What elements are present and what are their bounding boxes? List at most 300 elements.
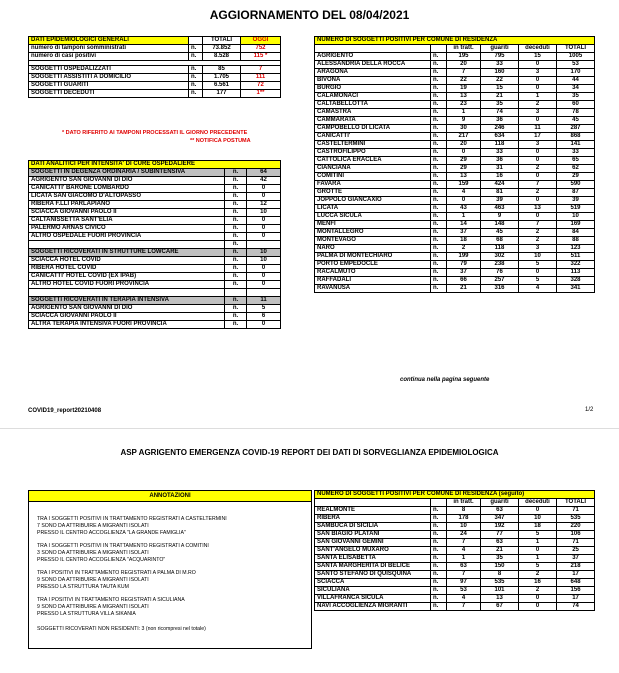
comune-guariti: 246 — [481, 125, 519, 133]
comune-row — [315, 205, 595, 213]
comune-guariti: 316 — [481, 285, 519, 293]
comune-guariti: 795 — [481, 53, 519, 61]
comuni1-col-2: deceduti — [519, 45, 557, 53]
comune-name: CAMPOBELLO DI LICATA — [315, 125, 431, 133]
comune-row — [315, 539, 595, 547]
hosp-row — [29, 265, 281, 273]
comune-name: NARO — [315, 245, 431, 253]
annotation-line: TRA I SOGGETTI POSITIVI IN TRATTAMENTO REGISTRATI A CASTELTERMINI — [37, 516, 227, 522]
hosp-value: 10 — [247, 249, 281, 257]
comune-n: n. — [431, 213, 447, 221]
comune-deceduti: 2 — [519, 101, 557, 109]
comune-row — [315, 547, 595, 555]
comune-in-tratt: 7 — [447, 69, 481, 77]
comune-in-tratt: 79 — [447, 261, 481, 269]
comune-name: CAMMARATA — [315, 117, 431, 125]
comuni-table-1 — [314, 36, 595, 293]
comuni1-header-row — [315, 37, 595, 45]
comune-name: COMITINI — [315, 173, 431, 181]
hosp-label: LICATA SAN GIACOMO D'ALTOPASSO — [29, 193, 225, 201]
comune-row — [315, 165, 595, 173]
comune-row — [315, 507, 595, 515]
comune-totali: 45 — [557, 117, 595, 125]
comune-deceduti: 2 — [519, 165, 557, 173]
epi-label: numero di tamponi somministrati — [29, 45, 189, 53]
hosp-row — [29, 185, 281, 193]
comune-name: SAN BIAGIO PLATANI — [315, 531, 431, 539]
comune-n: n. — [431, 77, 447, 85]
comune-row — [315, 61, 595, 69]
comune-deceduti: 0 — [519, 595, 557, 603]
comune-deceduti: 0 — [519, 85, 557, 93]
epi-row — [29, 66, 281, 74]
comune-totali: 519 — [557, 205, 595, 213]
comune-totali: 25 — [557, 547, 595, 555]
comune-name: RAFFADALI — [315, 277, 431, 285]
hosp-value: 0 — [247, 225, 281, 233]
comune-name: MONTEVAGO — [315, 237, 431, 245]
comune-totali: 84 — [557, 229, 595, 237]
comune-totali: 1005 — [557, 53, 595, 61]
comune-n: n. — [431, 563, 447, 571]
comune-row — [315, 93, 595, 101]
comune-name: SICULIANA — [315, 587, 431, 595]
comuni1-col-0: in tratt. — [447, 45, 481, 53]
comune-deceduti: 5 — [519, 563, 557, 571]
hosp-row — [29, 249, 281, 257]
hosp-label: AGRIGENTO SAN GIOVANNI DI DIO — [29, 177, 225, 185]
hosp-label: SOGGETTI RICOVERATI IN STRUTTURE LOWCARE — [29, 249, 225, 257]
comune-deceduti: 13 — [519, 205, 557, 213]
comuni1-col-3: TOTALI — [557, 45, 595, 53]
hosp-value: 42 — [247, 177, 281, 185]
comune-totali: 106 — [557, 531, 595, 539]
comune-name: GROTTE — [315, 189, 431, 197]
comune-in-tratt: 9 — [447, 117, 481, 125]
epi-row — [29, 45, 281, 53]
comune-n: n. — [431, 141, 447, 149]
comune-row — [315, 157, 595, 165]
comune-guariti: 13 — [481, 595, 519, 603]
epi-oggi: 752 — [241, 45, 281, 53]
comune-n: n. — [431, 269, 447, 277]
epi-label: SOGGETTI ASSISTITI A DOMICILIO — [29, 74, 189, 82]
comune-deceduti: 1 — [519, 93, 557, 101]
comune-totali: 53 — [557, 61, 595, 69]
hosp-label: ALTRO OSPEDALE FUORI PROVINCIA — [29, 233, 225, 241]
comune-in-tratt: 195 — [447, 53, 481, 61]
hosp-label: ALTRA TERAPIA INTENSIVA FUORI PROVINCIA — [29, 321, 225, 329]
annotations-box — [28, 490, 312, 649]
comune-n: n. — [431, 603, 447, 611]
comune-name: CAMASTRA — [315, 109, 431, 117]
comune-totali: 590 — [557, 181, 595, 189]
comune-n: n. — [431, 587, 447, 595]
comune-name: NAVI ACCOGLIENZA MIGRANTI — [315, 603, 431, 611]
comune-deceduti: 5 — [519, 531, 557, 539]
comune-n: n. — [431, 61, 447, 69]
hosp-label: SCIACCA HOTEL COVID — [29, 257, 225, 265]
comune-deceduti: 1 — [519, 555, 557, 563]
hosp-row — [29, 177, 281, 185]
comune-name: SAMBUCA DI SICILIA — [315, 523, 431, 531]
hosp-n: n. — [225, 241, 247, 249]
comune-row — [315, 523, 595, 531]
comune-guariti: 35 — [481, 555, 519, 563]
comune-n: n. — [431, 205, 447, 213]
comune-guariti: 21 — [481, 93, 519, 101]
comune-guariti: 101 — [481, 587, 519, 595]
epi-n: n. — [189, 66, 203, 74]
hosp-value: 0 — [247, 233, 281, 241]
comune-n: n. — [431, 547, 447, 555]
comune-in-tratt: 19 — [447, 85, 481, 93]
comune-n: n. — [431, 507, 447, 515]
annotation-line: 9 SONO DA ATTRIBUIRE A MIGRANTI ISOLATI — [37, 577, 149, 583]
hosp-value — [247, 289, 281, 297]
comune-in-tratt: 7 — [447, 539, 481, 547]
comuni2-col-blank — [315, 499, 431, 507]
comune-totali: 33 — [557, 149, 595, 157]
hosp-label: SCIACCA GIOVANNI PAOLO II — [29, 209, 225, 217]
hosp-label: CALTANISSETTA SANT'ELIA — [29, 217, 225, 225]
epi-header: DATI EPIDEMIOLOGICI GENERALI — [29, 37, 189, 45]
comune-in-tratt: 43 — [447, 205, 481, 213]
comuni2-cols-row — [315, 499, 595, 507]
comune-totali: 141 — [557, 141, 595, 149]
hosp-row — [29, 193, 281, 201]
epi-totali: 73.852 — [203, 45, 241, 53]
comune-n: n. — [431, 173, 447, 181]
comune-guariti: 347 — [481, 515, 519, 523]
comune-totali: 37 — [557, 555, 595, 563]
comune-guariti: 45 — [481, 229, 519, 237]
comune-in-tratt: 14 — [447, 221, 481, 229]
epi-header-row — [29, 37, 281, 45]
comune-name: SCIACCA — [315, 579, 431, 587]
comune-totali: 868 — [557, 133, 595, 141]
epi-header-blank — [189, 37, 203, 45]
comune-guariti: 67 — [481, 603, 519, 611]
comune-n: n. — [431, 165, 447, 173]
comune-row — [315, 125, 595, 133]
annotation-line: 9 SONO DA ATTRIBUIRE A MIGRANTI ISOLATI — [37, 604, 149, 610]
comune-n: n. — [431, 261, 447, 269]
comune-row — [315, 269, 595, 277]
comune-name: SANT'ANGELO MUXARO — [315, 547, 431, 555]
epi-label: numero di casi positivi — [29, 53, 189, 61]
annotation-line: PRESSO IL CENTRO ACCOGLIENZA "ACQUARINTO" — [37, 557, 166, 563]
comune-totali: 169 — [557, 221, 595, 229]
comune-totali: 44 — [557, 77, 595, 85]
hosp-n: n. — [225, 257, 247, 265]
epi-row — [29, 74, 281, 82]
comune-guariti: 33 — [481, 149, 519, 157]
hosp-n: n. — [225, 169, 247, 177]
hosp-row — [29, 201, 281, 209]
comune-n: n. — [431, 117, 447, 125]
comune-name: CATTOLICA ERACLEA — [315, 157, 431, 165]
hosp-value: 12 — [247, 201, 281, 209]
hosp-n: n. — [225, 201, 247, 209]
hosp-label — [29, 241, 225, 249]
comune-deceduti: 0 — [519, 149, 557, 157]
hosp-n: n. — [225, 225, 247, 233]
comuni2-col-blank — [431, 499, 447, 507]
comune-in-tratt: 10 — [447, 523, 481, 531]
hosp-value: 0 — [247, 265, 281, 273]
comune-deceduti: 15 — [519, 53, 557, 61]
comune-deceduti: 0 — [519, 269, 557, 277]
epi-row — [29, 53, 281, 61]
comune-name: VILLAFRANCA SICULA — [315, 595, 431, 603]
comune-in-tratt: 13 — [447, 173, 481, 181]
comune-deceduti: 10 — [519, 253, 557, 261]
comune-totali: 328 — [557, 277, 595, 285]
epi-totali: 1.705 — [203, 74, 241, 82]
comune-n: n. — [431, 245, 447, 253]
hosp-header: DATI ANALITICI PER INTENSITA' DI CURE OSPEDALIERE — [29, 161, 281, 169]
page-title: AGGIORNAMENTO DEL 08/04/2021 — [209, 8, 410, 22]
comune-row — [315, 173, 595, 181]
comune-totali: 218 — [557, 563, 595, 571]
hosp-n: n. — [225, 209, 247, 217]
comune-row — [315, 563, 595, 571]
comuni2-header-row — [315, 491, 595, 499]
comune-n: n. — [431, 85, 447, 93]
comune-name: RAVANUSA — [315, 285, 431, 293]
comune-in-tratt: 37 — [447, 229, 481, 237]
comune-row — [315, 181, 595, 189]
hosp-row — [29, 321, 281, 329]
comune-in-tratt: 4 — [447, 595, 481, 603]
comune-name: FAVARA — [315, 181, 431, 189]
comune-n: n. — [431, 109, 447, 117]
comune-guariti: 36 — [481, 157, 519, 165]
comune-in-tratt: 20 — [447, 61, 481, 69]
epi-oggi: 72 — [241, 82, 281, 90]
comune-deceduti: 0 — [519, 173, 557, 181]
comune-in-tratt: 0 — [447, 197, 481, 205]
comune-row — [315, 515, 595, 523]
epi-n: n. — [189, 82, 203, 90]
annotation-line: PRESSO IL CENTRO ACCOGLIENZA "LA GRANDE FAMIGLIA" — [37, 530, 186, 536]
hosp-value: 5 — [247, 305, 281, 313]
comune-n: n. — [431, 101, 447, 109]
comune-totali: 29 — [557, 173, 595, 181]
hosp-label: AGRIGENTO SAN GIOVANNI DI DIO — [29, 305, 225, 313]
hosp-n: n. — [225, 193, 247, 201]
hosp-label — [29, 289, 225, 297]
comune-in-tratt: 53 — [447, 587, 481, 595]
hosp-label: CANICATTI' HOTEL COVID (EX IPAB) — [29, 273, 225, 281]
hosp-n: n. — [225, 177, 247, 185]
comune-name: BIVONA — [315, 77, 431, 85]
comune-deceduti: 0 — [519, 157, 557, 165]
comune-row — [315, 571, 595, 579]
epi-oggi: 115 * — [241, 53, 281, 61]
hosp-value: 11 — [247, 297, 281, 305]
comune-n: n. — [431, 555, 447, 563]
hosp-label: CANICATTI' BARONE LOMBARDO — [29, 185, 225, 193]
hosp-row — [29, 297, 281, 305]
hosp-row — [29, 241, 281, 249]
comune-totali: 74 — [557, 603, 595, 611]
comune-in-tratt: 29 — [447, 165, 481, 173]
epi-totali: 6.561 — [203, 82, 241, 90]
hosp-n — [225, 289, 247, 297]
comune-in-tratt: 18 — [447, 237, 481, 245]
comune-totali: 71 — [557, 507, 595, 515]
comune-totali: 113 — [557, 269, 595, 277]
epi-label: SOGGETTI GUARITI — [29, 82, 189, 90]
comune-in-tratt: 66 — [447, 277, 481, 285]
comune-in-tratt: 22 — [447, 77, 481, 85]
note-tamponi: * DATO RIFERITO AI TAMPONI PROCESSATI IL GIORNO PRECEDENTE — [62, 130, 248, 136]
comuni-table-2 — [314, 490, 595, 611]
comune-in-tratt: 30 — [447, 125, 481, 133]
comune-row — [315, 245, 595, 253]
comune-name: CANICATTI' — [315, 133, 431, 141]
comune-row — [315, 587, 595, 595]
comune-name: MENFI — [315, 221, 431, 229]
hosp-row — [29, 257, 281, 265]
comune-n: n. — [431, 149, 447, 157]
comune-name: SANTA ELISABETTA — [315, 555, 431, 563]
comune-name: CASTELTERMINI — [315, 141, 431, 149]
comune-totali: 35 — [557, 93, 595, 101]
epi-general-table — [28, 36, 281, 98]
comune-n: n. — [431, 253, 447, 261]
hosp-label: PALERMO ARNAS CIVICO — [29, 225, 225, 233]
comune-guariti: 118 — [481, 245, 519, 253]
comune-name: LUCCA SICULA — [315, 213, 431, 221]
hosp-header-row — [29, 161, 281, 169]
comune-guariti: 238 — [481, 261, 519, 269]
comune-row — [315, 253, 595, 261]
comune-in-tratt: 29 — [447, 157, 481, 165]
comune-row — [315, 109, 595, 117]
comune-guariti: 535 — [481, 579, 519, 587]
page-number: 1/2 — [585, 407, 594, 413]
comune-totali: 170 — [557, 69, 595, 77]
comuni2-col-2: deceduti — [519, 499, 557, 507]
comune-name: CIANCIANA — [315, 165, 431, 173]
continua-note: continua nella pagina seguente — [400, 377, 490, 383]
hosp-row — [29, 209, 281, 217]
comuni1-col-blank — [431, 45, 447, 53]
comune-deceduti: 17 — [519, 133, 557, 141]
page-divider — [0, 428, 619, 429]
comune-deceduti: 1 — [519, 539, 557, 547]
comuni2-col-3: TOTALI — [557, 499, 595, 507]
comune-n: n. — [431, 595, 447, 603]
comune-in-tratt: 159 — [447, 181, 481, 189]
comune-totali: 62 — [557, 165, 595, 173]
comune-guariti: 257 — [481, 277, 519, 285]
comune-name: RACALMUTO — [315, 269, 431, 277]
epi-n: n. — [189, 90, 203, 98]
hosp-n: n. — [225, 305, 247, 313]
comune-guariti: 68 — [481, 237, 519, 245]
comune-deceduti: 3 — [519, 109, 557, 117]
hosp-row — [29, 273, 281, 281]
comune-in-tratt: 178 — [447, 515, 481, 523]
comune-deceduti: 2 — [519, 587, 557, 595]
comune-name: SANTO STEFANO DI QUISQUINA — [315, 571, 431, 579]
epi-n: n. — [189, 53, 203, 61]
comune-guariti: 74 — [481, 109, 519, 117]
comune-in-tratt: 1 — [447, 213, 481, 221]
hosp-row — [29, 233, 281, 241]
comune-guariti: 22 — [481, 77, 519, 85]
annotation-line: SOGGETTI RICOVERATI NON RESIDENTI: 3 (non ricompresi nel totale) — [37, 626, 206, 632]
comuni1-header: NUMERO DI SOGGETTI POSITIVI PER COMUNE DI RESIDENZA — [315, 37, 595, 45]
comune-guariti: 33 — [481, 61, 519, 69]
comune-totali: 156 — [557, 587, 595, 595]
comune-in-tratt: 97 — [447, 579, 481, 587]
comune-n: n. — [431, 277, 447, 285]
hosp-value: 64 — [247, 169, 281, 177]
hosp-label: SCIACCA GIOVANNI PAOLO II — [29, 313, 225, 321]
comune-deceduti: 0 — [519, 213, 557, 221]
comune-deceduti: 10 — [519, 515, 557, 523]
comune-name: BURGIO — [315, 85, 431, 93]
comune-guariti: 150 — [481, 563, 519, 571]
comune-row — [315, 531, 595, 539]
comune-deceduti: 18 — [519, 523, 557, 531]
comune-name: JOPPOLO GIANCAXIO — [315, 197, 431, 205]
comune-row — [315, 603, 595, 611]
comune-deceduti: 0 — [519, 547, 557, 555]
hosp-row — [29, 305, 281, 313]
epi-oggi: 1** — [241, 90, 281, 98]
comune-in-tratt: 217 — [447, 133, 481, 141]
comune-totali: 34 — [557, 85, 595, 93]
comune-row — [315, 555, 595, 563]
hosp-label: SOGGETTI IN DEGENZA ORDINARIA / SUBINTENSIVA — [29, 169, 225, 177]
comune-deceduti: 7 — [519, 221, 557, 229]
comune-name: MONTALLEGRO — [315, 229, 431, 237]
comune-guariti: 15 — [481, 85, 519, 93]
hosp-n: n. — [225, 281, 247, 289]
comune-guariti: 463 — [481, 205, 519, 213]
comune-guariti: 302 — [481, 253, 519, 261]
comune-deceduti: 2 — [519, 229, 557, 237]
comune-in-tratt: 8 — [447, 507, 481, 515]
hosp-value — [247, 241, 281, 249]
annotation-line: TRA I POSITIVI IN TRATTAMENTO REGISTRATI A SICULIANA — [37, 597, 185, 603]
comune-in-tratt: 4 — [447, 189, 481, 197]
comune-n: n. — [431, 285, 447, 293]
comuni1-col-1: guariti — [481, 45, 519, 53]
hosp-row — [29, 225, 281, 233]
comune-in-tratt: 0 — [447, 149, 481, 157]
comune-row — [315, 69, 595, 77]
comune-totali: 65 — [557, 157, 595, 165]
comune-n: n. — [431, 571, 447, 579]
comuni2-header: NUMERO DI SOGGETTI POSITIVI PER COMUNE DI RESIDENZA (seguito) — [315, 491, 595, 499]
comune-totali: 17 — [557, 571, 595, 579]
comune-guariti: 8 — [481, 571, 519, 579]
comune-row — [315, 141, 595, 149]
comune-name: REALMONTE — [315, 507, 431, 515]
comuni1-col-blank — [315, 45, 431, 53]
comune-n: n. — [431, 157, 447, 165]
comune-guariti: 9 — [481, 213, 519, 221]
comune-n: n. — [431, 539, 447, 547]
comune-guariti: 21 — [481, 547, 519, 555]
